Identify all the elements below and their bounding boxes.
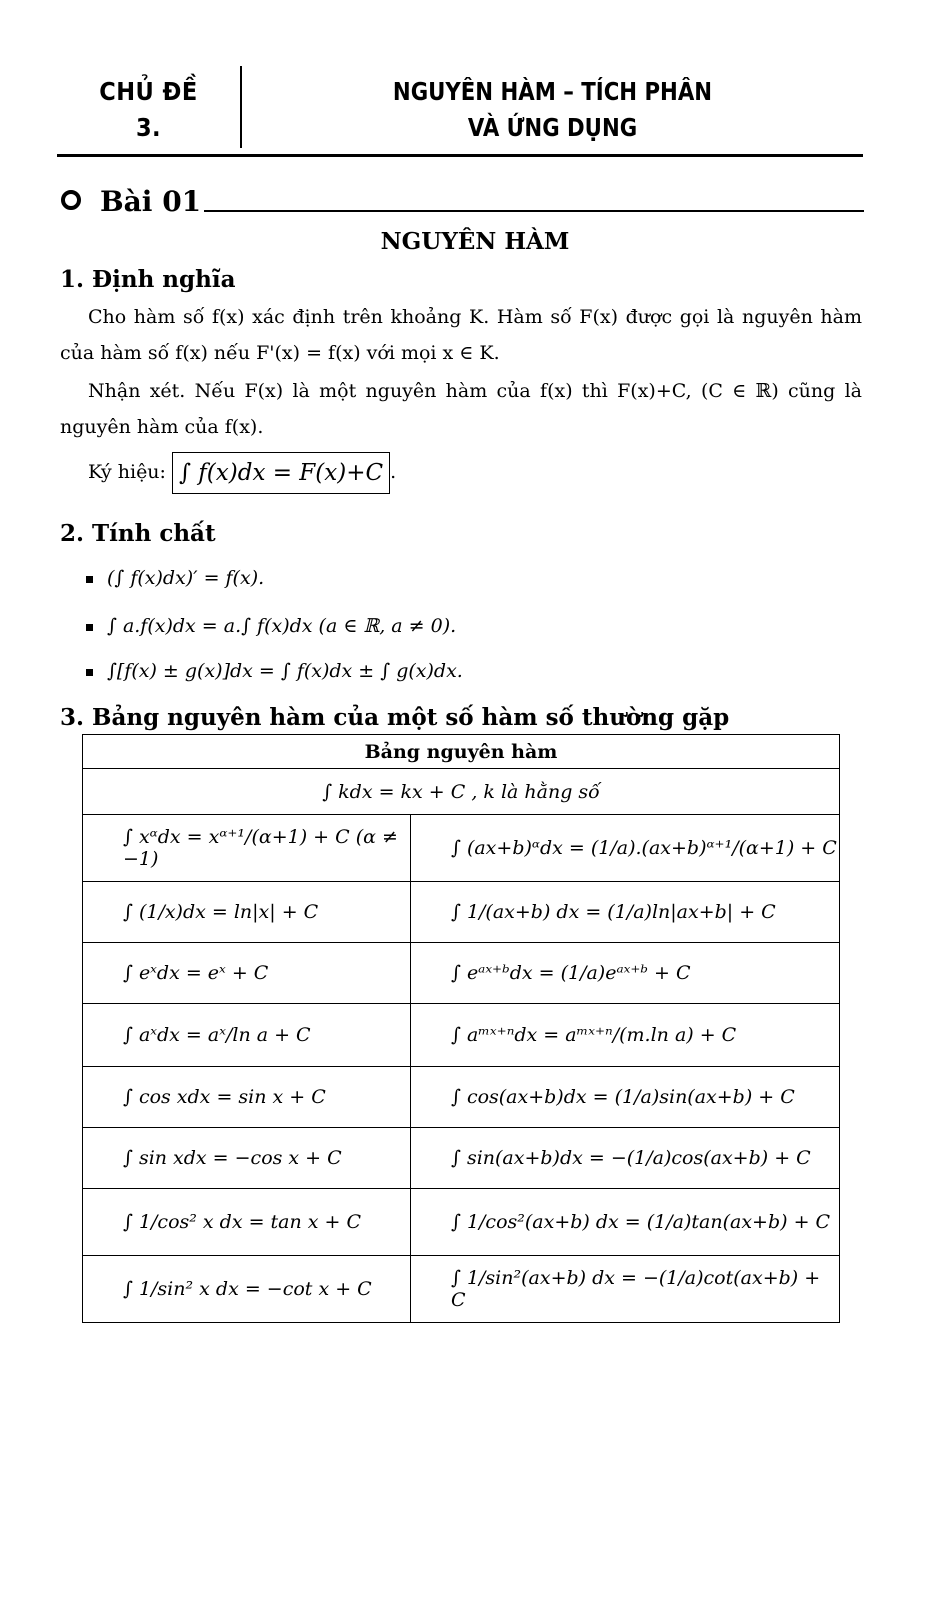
properties-heading: 2. Tính chất bbox=[60, 520, 216, 547]
table-cell-right: ∫ 1/cos²(ax+b) dx = (1/a)tan(ax+b) + C bbox=[411, 1189, 840, 1256]
square-bullet-icon bbox=[86, 576, 93, 583]
chapter-title bbox=[289, 74, 817, 146]
table-row bbox=[83, 882, 840, 943]
property-text: ∫ a.f(x)dx = a.∫ f(x)dx (a ∈ ℝ, a ≠ 0). bbox=[107, 615, 457, 637]
square-bullet-icon bbox=[86, 669, 93, 676]
table-cell-left: ∫ 1/cos² x dx = tan x + C bbox=[83, 1189, 411, 1256]
property-text: ∫[f(x) ± g(x)]dx = ∫ f(x)dx ± ∫ g(x)dx. bbox=[107, 660, 463, 682]
table-row bbox=[83, 1004, 840, 1067]
table-cell-right: ∫ 1/(ax+b) dx = (1/a)ln|ax+b| + C bbox=[411, 882, 840, 943]
table-row bbox=[83, 1128, 840, 1189]
chapter-title-line-1: NGUYÊN HÀM – TÍCH PHÂN bbox=[392, 77, 713, 106]
notation-label: Ký hiệu: bbox=[88, 461, 166, 483]
table-cell-left: ∫ sin xdx = −cos x + C bbox=[83, 1128, 411, 1189]
table-cell-left: ∫ 1/sin² x dx = −cot x + C bbox=[83, 1256, 411, 1323]
table-cell-right: ∫ sin(ax+b)dx = −(1/a)cos(ax+b) + C bbox=[411, 1128, 840, 1189]
antiderivative-table bbox=[82, 734, 840, 1323]
topic-line-2: 3. bbox=[135, 113, 162, 142]
chapter-title-line-2: VÀ ỨNG DỤNG bbox=[467, 113, 638, 142]
table-row bbox=[83, 1189, 840, 1256]
table-heading: 3. Bảng nguyên hàm của một số hàm số thường gặp bbox=[60, 704, 730, 731]
table-title: Bảng nguyên hàm bbox=[83, 735, 840, 769]
chapter-header bbox=[57, 66, 863, 157]
lesson-title: Bài 01 bbox=[100, 185, 202, 218]
property-item bbox=[86, 656, 463, 686]
table-row bbox=[83, 1256, 840, 1323]
property-item bbox=[86, 611, 456, 641]
table-cell-left: ∫ eˣdx = eˣ + C bbox=[83, 943, 411, 1004]
table-row bbox=[83, 1067, 840, 1128]
table-cell-right: ∫ cos(ax+b)dx = (1/a)sin(ax+b) + C bbox=[411, 1067, 840, 1128]
square-bullet-icon bbox=[86, 624, 93, 631]
topic-label bbox=[66, 74, 231, 146]
notation-row bbox=[60, 452, 890, 494]
remark-text: Nhận xét. Nếu F(x) là một nguyên hàm của f(x) thì F(x)+C, (C ∈ ℝ) cũng là nguyên hàm của f(x). bbox=[60, 380, 862, 438]
notation-end: . bbox=[390, 461, 397, 483]
table-row bbox=[83, 815, 840, 882]
notation-formula: ∫ f(x)dx = F(x)+C bbox=[172, 452, 390, 494]
definition-text: Cho hàm số f(x) xác định trên khoảng K. Hàm số F(x) được gọi là nguyên hàm của hàm số f(x) nếu F'(x) = f(x) với mọi x ∈ K. bbox=[60, 306, 862, 364]
circle-bullet-icon bbox=[61, 190, 81, 210]
table-row bbox=[83, 943, 840, 1004]
table-cell-right: ∫ 1/sin²(ax+b) dx = −(1/a)cot(ax+b) + C bbox=[411, 1256, 840, 1323]
table-cell: ∫ kdx = kx + C , k là hằng số bbox=[83, 769, 840, 815]
section-title: NGUYÊN HÀM bbox=[380, 228, 570, 255]
header-divider bbox=[240, 66, 242, 148]
topic-line-1: CHỦ ĐỀ bbox=[99, 77, 198, 106]
lesson-heading bbox=[58, 182, 864, 222]
table-cell-right: ∫ (ax+b)ᵅdx = (1/a).(ax+b)ᵅ⁺¹/(α+1) + C bbox=[411, 815, 840, 882]
table-row bbox=[83, 769, 840, 815]
table-title-row bbox=[83, 735, 840, 769]
property-item bbox=[86, 563, 264, 593]
table-cell-left: ∫ aˣdx = aˣ/ln a + C bbox=[83, 1004, 411, 1067]
table-cell-right: ∫ aᵐˣ⁺ⁿdx = aᵐˣ⁺ⁿ/(m.ln a) + C bbox=[411, 1004, 840, 1067]
table-cell-left: ∫ (1/x)dx = ln|x| + C bbox=[83, 882, 411, 943]
property-text: (∫ f(x)dx)′ = f(x). bbox=[107, 567, 265, 589]
table-cell-left: ∫ xᵅdx = xᵅ⁺¹/(α+1) + C (α ≠ −1) bbox=[83, 815, 411, 882]
definition-heading: 1. Định nghĩa bbox=[60, 266, 236, 293]
lesson-rule bbox=[204, 210, 864, 212]
table-cell-left: ∫ cos xdx = sin x + C bbox=[83, 1067, 411, 1128]
table-cell-right: ∫ eᵃˣ⁺ᵇdx = (1/a)eᵃˣ⁺ᵇ + C bbox=[411, 943, 840, 1004]
